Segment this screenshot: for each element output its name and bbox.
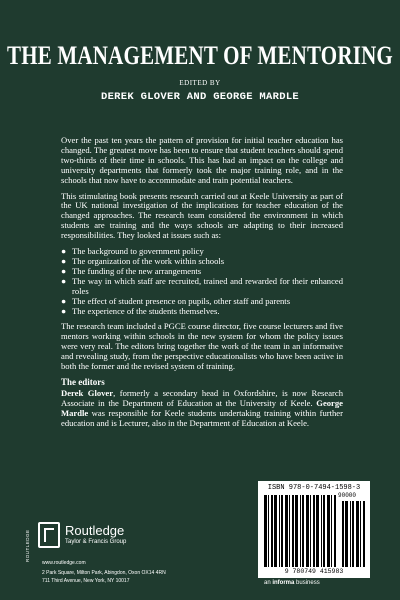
editors-names: DEREK GLOVER AND GEORGE MARDLE (100, 91, 300, 103)
list-item-text: The funding of the new arrangements (72, 265, 202, 276)
price-barcode-icon (342, 501, 366, 567)
barcode-number: 9 780749 415983 (284, 568, 344, 575)
book-title: THE MANAGEMENT OF MENTORING (7, 40, 393, 70)
back-cover-blurb (61, 136, 343, 434)
editor-name-mardle: George Mardle (61, 397, 343, 418)
routledge-logo-icon (38, 522, 60, 548)
price-code: 90000 (338, 492, 357, 499)
publisher-address-uk: 2 Park Square, Milton Park, Abingdon, Oxon OX14 4RN (42, 570, 166, 576)
paragraph-team: The research team included a PGCE course director, five course lecturers and five mentors working within schools in the new system for whom the policy issues were very real. The editors bring together the work of the team in an informative and revealing study, from the perspective educationalists who have been active in both the former and the revised system of training. (61, 321, 343, 372)
publisher-name: Routledge (65, 523, 125, 538)
list-item-text: The organization of the work within schools (72, 255, 225, 266)
publisher-url[interactable]: www.routledge.com (42, 560, 86, 566)
issues-list (61, 247, 343, 316)
list-item (61, 307, 343, 317)
paragraph-intro: Over the past ten years the pattern of provision for initial teacher education has changed. The greatest move has been to ensure that student teachers should spend two-thirds of their time in schools. This has had an impact on the college and university departments that formerly took the major training role, and in the schools that now have to accommodate and train potential teachers. (61, 135, 343, 185)
informa-business-label (264, 580, 320, 586)
paragraph-research: This stimulating book presents research carried out at Keele University as part of the UK national investigation of the implications for teacher education of the changed approaches. The research team considered the environment in which students are training and the ways schools are adapting to their increased responsibilities. They looked at issues such as: (61, 190, 343, 241)
list-item-text: The background to government policy (72, 246, 204, 257)
publisher-vertical-text: ROUTLEDGE (25, 529, 30, 562)
bullet-icon: ● (61, 265, 67, 276)
list-item-text: The way in which staff are recruited, trained and rewarded for their enhanced roles (72, 275, 343, 296)
editors-bio (61, 389, 343, 429)
informa-brand: informa (272, 580, 295, 586)
publisher-group: Taylor & Francis Group (65, 539, 127, 545)
informa-prefix: an (264, 580, 273, 586)
publisher-address-us: 711 Third Avenue, New York, NY 10017 (42, 578, 130, 584)
isbn-barcode-panel (258, 481, 370, 578)
bullet-icon: ● (61, 246, 67, 257)
barcode-icon (264, 495, 336, 567)
bullet-icon: ● (61, 275, 67, 286)
isbn-label: ISBN 978-0-7494-1598-3 (267, 484, 361, 492)
bullet-icon: ● (61, 305, 67, 316)
list-item (61, 277, 343, 297)
bullet-icon: ● (61, 255, 67, 266)
editors-heading: The editors (61, 376, 105, 387)
editor-bio-mardle: was responsible for Keele students undertaking training within further education and is Lecturer, also in the Department of Education at Keele. (61, 407, 343, 428)
editor-bio-glover: , formerly a secondary head in Oxfordshire, is now Research Associate in the Department of Education at the University of Keele. (61, 387, 344, 408)
list-item-text: The effect of student presence on pupils, other staff and parents (72, 295, 291, 306)
informa-suffix: business (294, 580, 320, 586)
bullet-icon: ● (61, 295, 67, 306)
list-item-text: The experience of the students themselves. (72, 305, 220, 316)
editor-name-glover: Derek Glover (61, 387, 114, 398)
edited-by-label: EDITED BY (179, 79, 221, 87)
